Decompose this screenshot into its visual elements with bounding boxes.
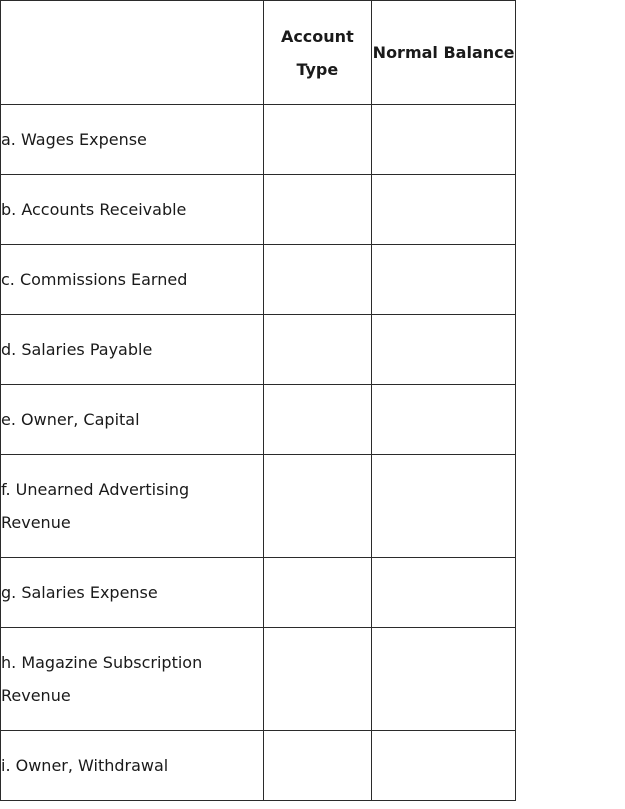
account-name-cell: g. Salaries Expense [1, 558, 264, 628]
account-name-cell: e. Owner, Capital [1, 385, 264, 455]
account-name-cell: d. Salaries Payable [1, 315, 264, 385]
account-type-cell[interactable] [263, 315, 372, 385]
normal-balance-cell[interactable] [372, 558, 516, 628]
account-type-cell[interactable] [263, 105, 372, 175]
table-row [1, 105, 516, 175]
normal-balance-cell[interactable] [372, 105, 516, 175]
account-type-cell[interactable] [263, 455, 372, 558]
normal-balance-cell[interactable] [372, 175, 516, 245]
account-name-cell: a. Wages Expense [1, 105, 264, 175]
header-normal-balance: Normal Balance [372, 1, 516, 105]
account-name-cell: h. Magazine Subscription Revenue [1, 628, 264, 731]
normal-balance-cell[interactable] [372, 385, 516, 455]
table-row [1, 628, 516, 731]
normal-balance-cell[interactable] [372, 628, 516, 731]
account-type-cell[interactable] [263, 385, 372, 455]
account-name-cell: f. Unearned Advertising Revenue [1, 455, 264, 558]
table-row [1, 731, 516, 801]
header-account-type: Account Type [263, 1, 372, 105]
account-type-cell[interactable] [263, 175, 372, 245]
table-row [1, 175, 516, 245]
normal-balance-cell[interactable] [372, 731, 516, 801]
account-type-cell[interactable] [263, 245, 372, 315]
account-type-cell[interactable] [263, 731, 372, 801]
table-header-row [1, 1, 516, 105]
account-type-cell[interactable] [263, 628, 372, 731]
table-row [1, 245, 516, 315]
table-row [1, 315, 516, 385]
normal-balance-cell[interactable] [372, 315, 516, 385]
normal-balance-cell[interactable] [372, 455, 516, 558]
account-name-cell: b. Accounts Receivable [1, 175, 264, 245]
table-row [1, 455, 516, 558]
account-name-cell: c. Commissions Earned [1, 245, 264, 315]
table-row [1, 558, 516, 628]
table-row [1, 385, 516, 455]
normal-balance-cell[interactable] [372, 245, 516, 315]
header-blank-cell [1, 1, 264, 105]
account-type-cell[interactable] [263, 558, 372, 628]
account-name-cell: i. Owner, Withdrawal [1, 731, 264, 801]
